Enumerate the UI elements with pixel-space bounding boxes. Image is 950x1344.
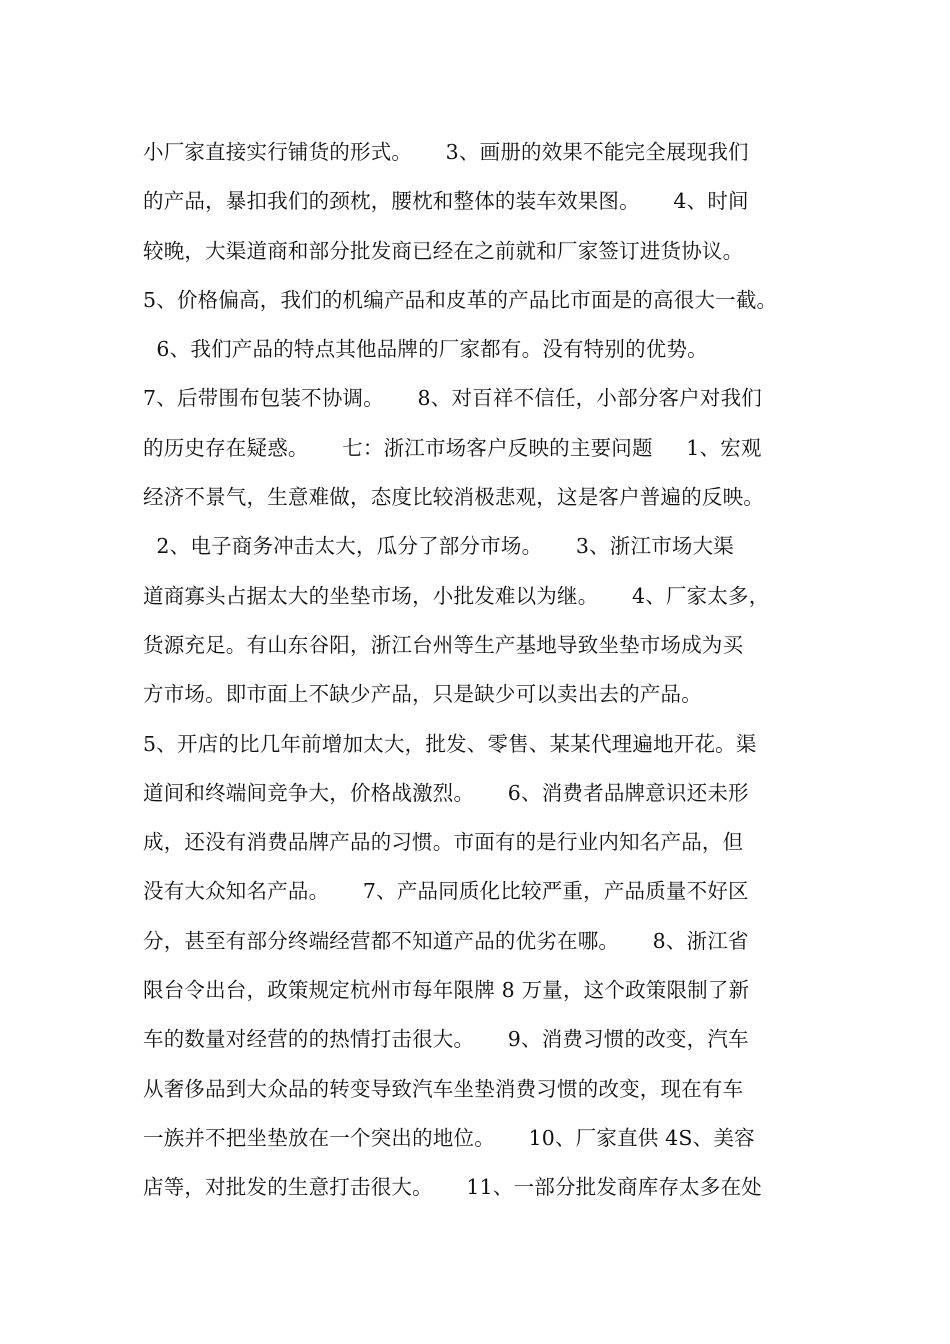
text-line: 小厂家直接实行铺货的形式。 3、画册的效果不能完全展现我们 [143, 140, 749, 164]
text-line: 的产品，暴扣我们的颈枕，腰枕和整体的装车效果图。 4、时间 [143, 189, 749, 214]
text-line: 5、价格偏高，我们的机编产品和皮革的产品比市面是的高很大一截。 [143, 287, 778, 312]
text-line: 道商寡头占据太大的坐垫市场，小批发难以为继。 4、厂家太多， [143, 583, 770, 608]
body-text [143, 128, 843, 1213]
text-line: 货源充足。有山东谷阳，浙江台州等生产基地导致坐垫市场成为买 [143, 632, 744, 657]
text-line: 5、开店的比几年前增加太大，批发、零售、某某代理遍地开花。渠 [143, 731, 757, 756]
text-line: 的历史存在疑惑。 七：浙江市场客户反映的主要问题 1、宏观 [143, 435, 762, 460]
text-line: 方市场。即市面上不缺少产品，只是缺少可以卖出去的产品。 [143, 682, 702, 707]
text-line: 成，还没有消费品牌产品的习惯。市面有的是行业内知名产品，但 [143, 830, 744, 855]
text-line: 经济不景气，生意难做，态度比较消极悲观，这是客户普遍的反映。 [143, 485, 764, 510]
text-line: 没有大众知名产品。 7、产品同质化比较严重，产品质量不好区 [143, 879, 749, 904]
text-line: 限台令出台，政策规定杭州市每年限牌 8 万量，这个政策限制了新 [143, 978, 750, 1003]
text-line: 7、后带围布包装不协调。 8、对百祥不信任，小部分客户对我们 [143, 386, 762, 411]
text-line: 2、电子商务冲击太大，瓜分了部分市场。 3、浙江市场大渠 [143, 534, 734, 559]
text-line: 较晚，大渠道商和部分批发商已经在之前就和厂家签订进货协议。 [143, 238, 744, 263]
text-line: 店等，对批发的生意打击很大。 11、一部分批发商库存太多在处 [143, 1175, 762, 1200]
text-line: 一族并不把坐垫放在一个突出的地位。 10、厂家直供 4S、美容 [143, 1125, 755, 1150]
text-line: 从奢侈品到大众品的转变导致汽车坐垫消费习惯的改变，现在有车 [143, 1076, 744, 1101]
text-line: 分，甚至有部分终端经营都不知道产品的优劣在哪。 8、浙江省 [143, 928, 749, 953]
text-line: 车的数量对经营的的热情打击很大。 9、消费习惯的改变，汽车 [143, 1027, 749, 1052]
text-line: 6、我们产品的特点其他品牌的厂家都有。没有特别的优势。 [143, 337, 708, 362]
text-line: 道间和终端间竞争大，价格战激烈。 6、消费者品牌意识还未形 [143, 780, 749, 805]
